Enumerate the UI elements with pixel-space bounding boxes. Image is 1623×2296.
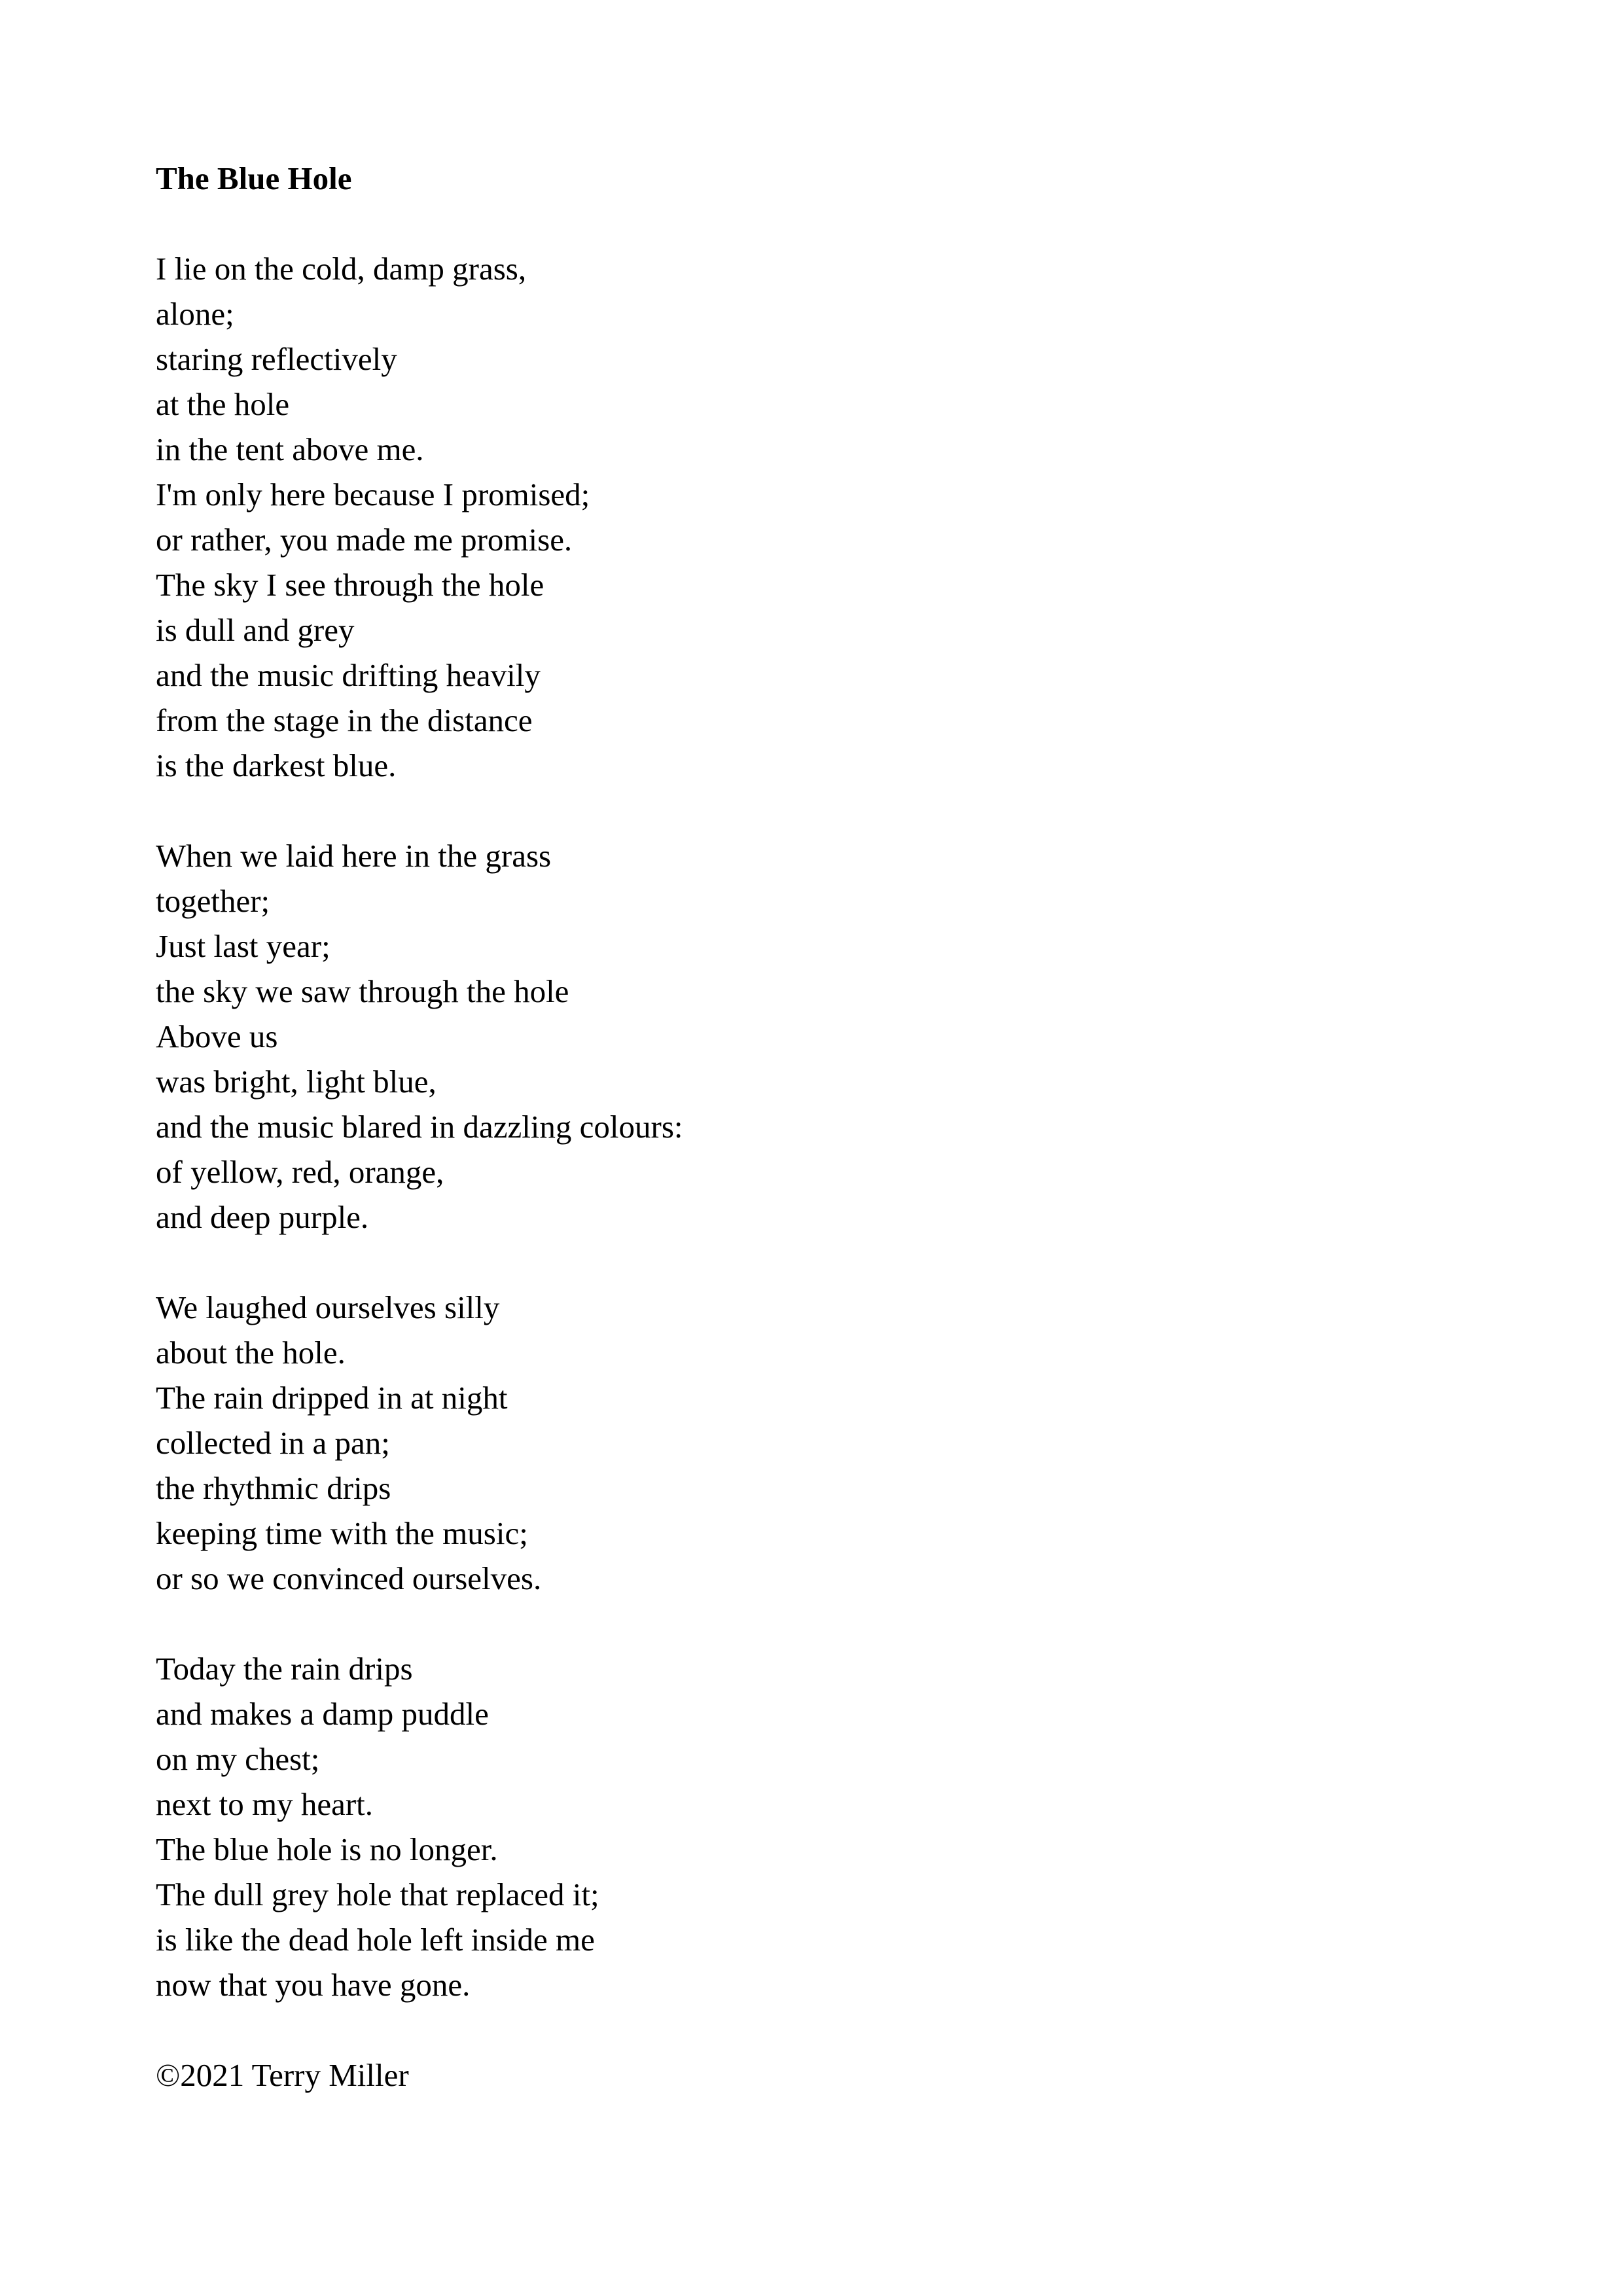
poem-line: together; [156,883,270,919]
poem-line: keeping time with the music; [156,1515,528,1551]
stanza-3 [156,1285,1465,1601]
copyright-notice: ©2021 Terry Miller [156,2057,409,2093]
poem-line: was bright, light blue, [156,1064,437,1100]
poem-line: of yellow, red, orange, [156,1154,444,1190]
poem-line: The sky I see through the hole [156,567,544,603]
poem-line: Today the rain drips [156,1651,413,1687]
poem-line: at the hole [156,386,290,422]
poem-line: is dull and grey [156,612,355,648]
poem-line: We laughed ourselves silly [156,1289,500,1325]
poem-line: and the music drifting heavily [156,657,541,693]
poem-line: When we laid here in the grass [156,838,552,874]
poem-line: Just last year; [156,928,330,964]
stanza-4 [156,1646,1465,2007]
poem-line: collected in a pan; [156,1425,390,1461]
poem-line: The dull grey hole that replaced it; [156,1876,599,1912]
poem-line: The rain dripped in at night [156,1380,508,1416]
poem [156,156,1465,2098]
poem-line: and the music blared in dazzling colours: [156,1109,683,1145]
poem-line: or rather, you made me promise. [156,522,573,558]
poem-line: and makes a damp puddle [156,1696,489,1732]
poem-line: staring reflectively [156,341,397,377]
poem-line: in the tent above me. [156,431,424,467]
poem-line: I lie on the cold, damp grass, [156,251,527,287]
poem-line: or so we convinced ourselves. [156,1560,542,1596]
stanza-2 [156,833,1465,1240]
poem-title: The Blue Hole [156,160,352,196]
poem-line: Above us [156,1018,278,1054]
poem-line: now that you have gone. [156,1967,471,2003]
poem-line: is the darkest blue. [156,747,397,783]
poem-line: next to my heart. [156,1786,374,1822]
poem-line: about the hole. [156,1335,346,1371]
poem-line: the sky we saw through the hole [156,973,569,1009]
poem-line: The blue hole is no longer. [156,1831,498,1867]
poem-line: is like the dead hole left inside me [156,1922,595,1958]
poem-line: on my chest; [156,1741,320,1777]
poem-line: the rhythmic drips [156,1470,391,1506]
poem-line: I'm only here because I promised; [156,476,590,512]
poem-line: alone; [156,296,234,332]
poem-line: from the stage in the distance [156,702,533,738]
stanza-1 [156,246,1465,788]
poem-line: and deep purple. [156,1199,369,1235]
